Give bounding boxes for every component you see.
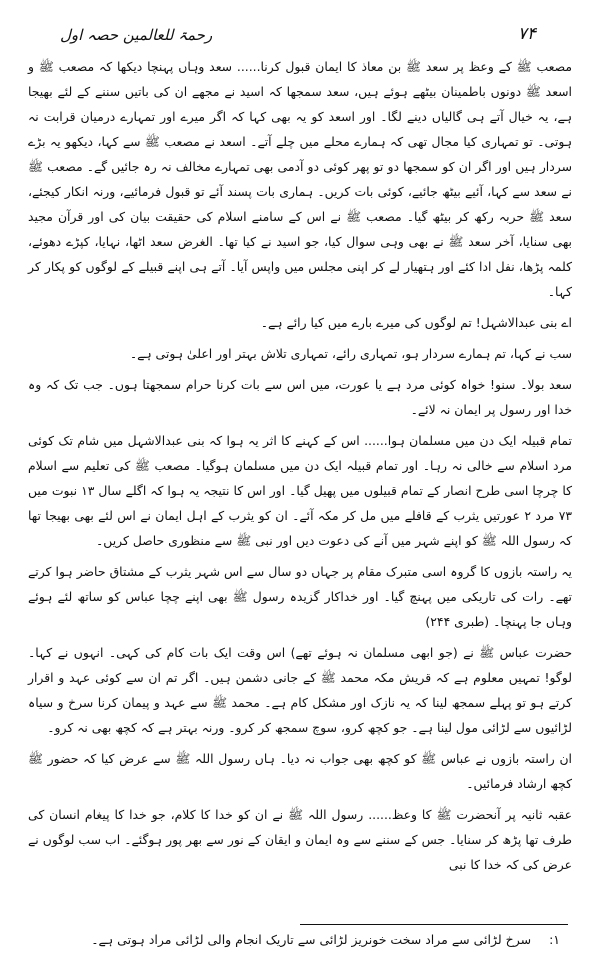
page-number: ۷۴ bbox=[517, 24, 536, 44]
paragraph-5: تمام قبیلہ ایک دن میں مسلمان ہوا...... اس کے کہنے کا اثر یہ ہوا کہ بنی عبدالاشہل میں شام تک کوئی مرد اسلام سے خالی نہ رہا۔ اور تمام قبیلہ ایک دن میں مسلمان ہوگیا۔ مصعب ﷺ کی تعلیم سے اسلام کا چرچا اسی طرح انصار کے تمام قبیلوں میں پھیل گیا۔ اور اس کا نتیجہ یہ ہوا کہ اگلے سال ۱۳ نبوت میں ۷۳ مرد ۲ عورتیں یثرب کے قافلے میں مل کر مکہ آئے۔ ان کو یثرب کے اہل ایمان نے اس لئے بھی بھیجا تھا کہ رسول اللہ ﷺ کو اپنے شہر میں آنے کی دعوت دیں اور نبی ﷺ سے منظوری حاصل کریں۔ bbox=[28, 433, 572, 548]
footnote bbox=[28, 930, 560, 950]
paragraph-4: سعد بولا۔ سنو! خواہ کوئی مرد ہے یا عورت، میں اس سے بات کرنا حرام سمجھتا ہوں۔ جب تک کہ وہ خدا اور رسول پر ایمان نہ لائے۔ bbox=[28, 377, 572, 417]
paragraph-1: مصعب ﷺ کے وعظ پر سعد ﷺ بن معاذ کا ایمان قبول کرنا...... سعد وہاں پہنچا دیکھا کہ مصعب ﷺ و اسعد ﷺ دونوں باطمینان بیٹھے ہوئے ہیں، سعد سمجھا کہ اسید نے مجھے ان کی باتیں سننے کے لئے بھیجا ہے، یہ خیال آتے ہی گالیاں دینے لگا۔ اور اسعد کو یہ بھی کہا کہ اگر میرے اور تمہارے درمیان قرابت نہ ہوتی۔ تو تمہاری کیا مجال تھی کہ ہمارے محلے میں چلے آتے۔ اسعد نے مصعب ﷺ سے کہا، دیکھو یہ بڑے سردار ہیں اور اگر ان کو سمجھا دو تو پھر کوئی دو آدمی بھی تمہارے مخالف نہ رہ جائیں گے۔ مصعب ﷺ نے سعد سے کہا، آئیے بیٹھ جائیے، کوئی بات کریں۔ ہماری بات پسند آئے تو قبول فرمائیے، ورنہ انکار کیجئے، سعد ﷺ حربہ رکھ کر بیٹھ گیا۔ مصعب ﷺ نے اس کے سامنے اسلام کی حقیقت بیان کی اور قرآن مجید بھی سنایا، آخر سعد ﷺ نے بھی وہی سوال کیا، جو اسید نے کیا تھا۔ الغرض سعد اٹھا، نہایا، کپڑے دھوئے، کلمہ پڑھا، نفل ادا کئے اور ہتھیار لے کر اپنی مجلس میں واپس آیا۔ آتے ہی اپنے قبیلے کے لوگوں کو پکار کر کہا۔ bbox=[28, 59, 572, 299]
footnote-number: ۱: bbox=[549, 932, 560, 947]
footnote-divider bbox=[300, 924, 568, 925]
paragraph-6: یہ راستہ بازوں کا گروہ اسی متبرک مقام پر جہاں دو سال سے اس شہر یثرب کے مشتاق حاضر ہوا کرتے تھے۔ رات کی تاریکی میں پہنچ گیا۔ اور خداکار گزیدہ رسول ﷺ بھی اپنے چچا عباس کو ساتھ لئے ہوئے وہاں جا پہنچا۔ (طبری ۲۴۴) bbox=[28, 564, 572, 629]
book-title: رحمۃ للعالمین حصہ اول bbox=[60, 26, 213, 44]
paragraph-8: ان راستہ بازوں نے عباس ﷺ کو کچھ بھی جواب نہ دیا۔ ہاں رسول اللہ ﷺ سے عرض کیا کہ حضور ﷺ کچھ ارشاد فرمائیں۔ bbox=[28, 751, 572, 791]
paragraph-2: اے بنی عبدالاشہل! تم لوگوں کی میرے بارے میں کیا رائے ہے۔ bbox=[260, 315, 572, 330]
footnote-text: سرخ لڑائی سے مراد سخت خونریز لڑائی سے تاریک انجام والی لڑائی مراد ہوتی ہے۔ bbox=[91, 932, 532, 947]
body-text bbox=[28, 54, 572, 877]
paragraph-7: حضرت عباس ﷺ نے (جو ابھی مسلمان نہ ہوئے تھے) اس وقت ایک بات کام کی کہی۔ انہوں نے کہا۔ لوگو! تمہیں معلوم ہے کہ قریش مکہ محمد ﷺ کے جانی دشمن ہیں۔ اگر تم ان سے کوئی عہد و اقرار کرتے ہو تو پہلے سمجھ لینا کہ یہ نازک اور مشکل کام ہے۔ محمد ﷺ سے عہد و پیمان کرنا سرخ و سیاہ لڑائیوں سے لڑائی مول لینا ہے۔ جو کچھ کرو، سوچ سمجھ کر کرو۔ ورنہ بہتر ہے کہ کچھ بھی نہ کرو۔ bbox=[28, 645, 572, 735]
paragraph-9: عقبہ ثانیہ پر آنحضرت ﷺ کا وعظ...... رسول اللہ ﷺ نے ان کو خدا کا کلام، جو خدا کا پیغام انسان کی طرف تھا پڑھ کر سنایا۔ جس کے سننے سے وہ ایمان و ایقان کے نور سے بھر پور ہوگئے۔ اب سب لوگوں نے عرض کی کہ خدا کا نبی bbox=[28, 807, 572, 872]
paragraph-3: سب نے کہا، تم ہمارے سردار ہو، تمہاری رائے، تمہاری تلاش بہتر اور اعلیٰ ہوتی ہے۔ bbox=[129, 346, 572, 361]
page-header bbox=[28, 0, 572, 54]
